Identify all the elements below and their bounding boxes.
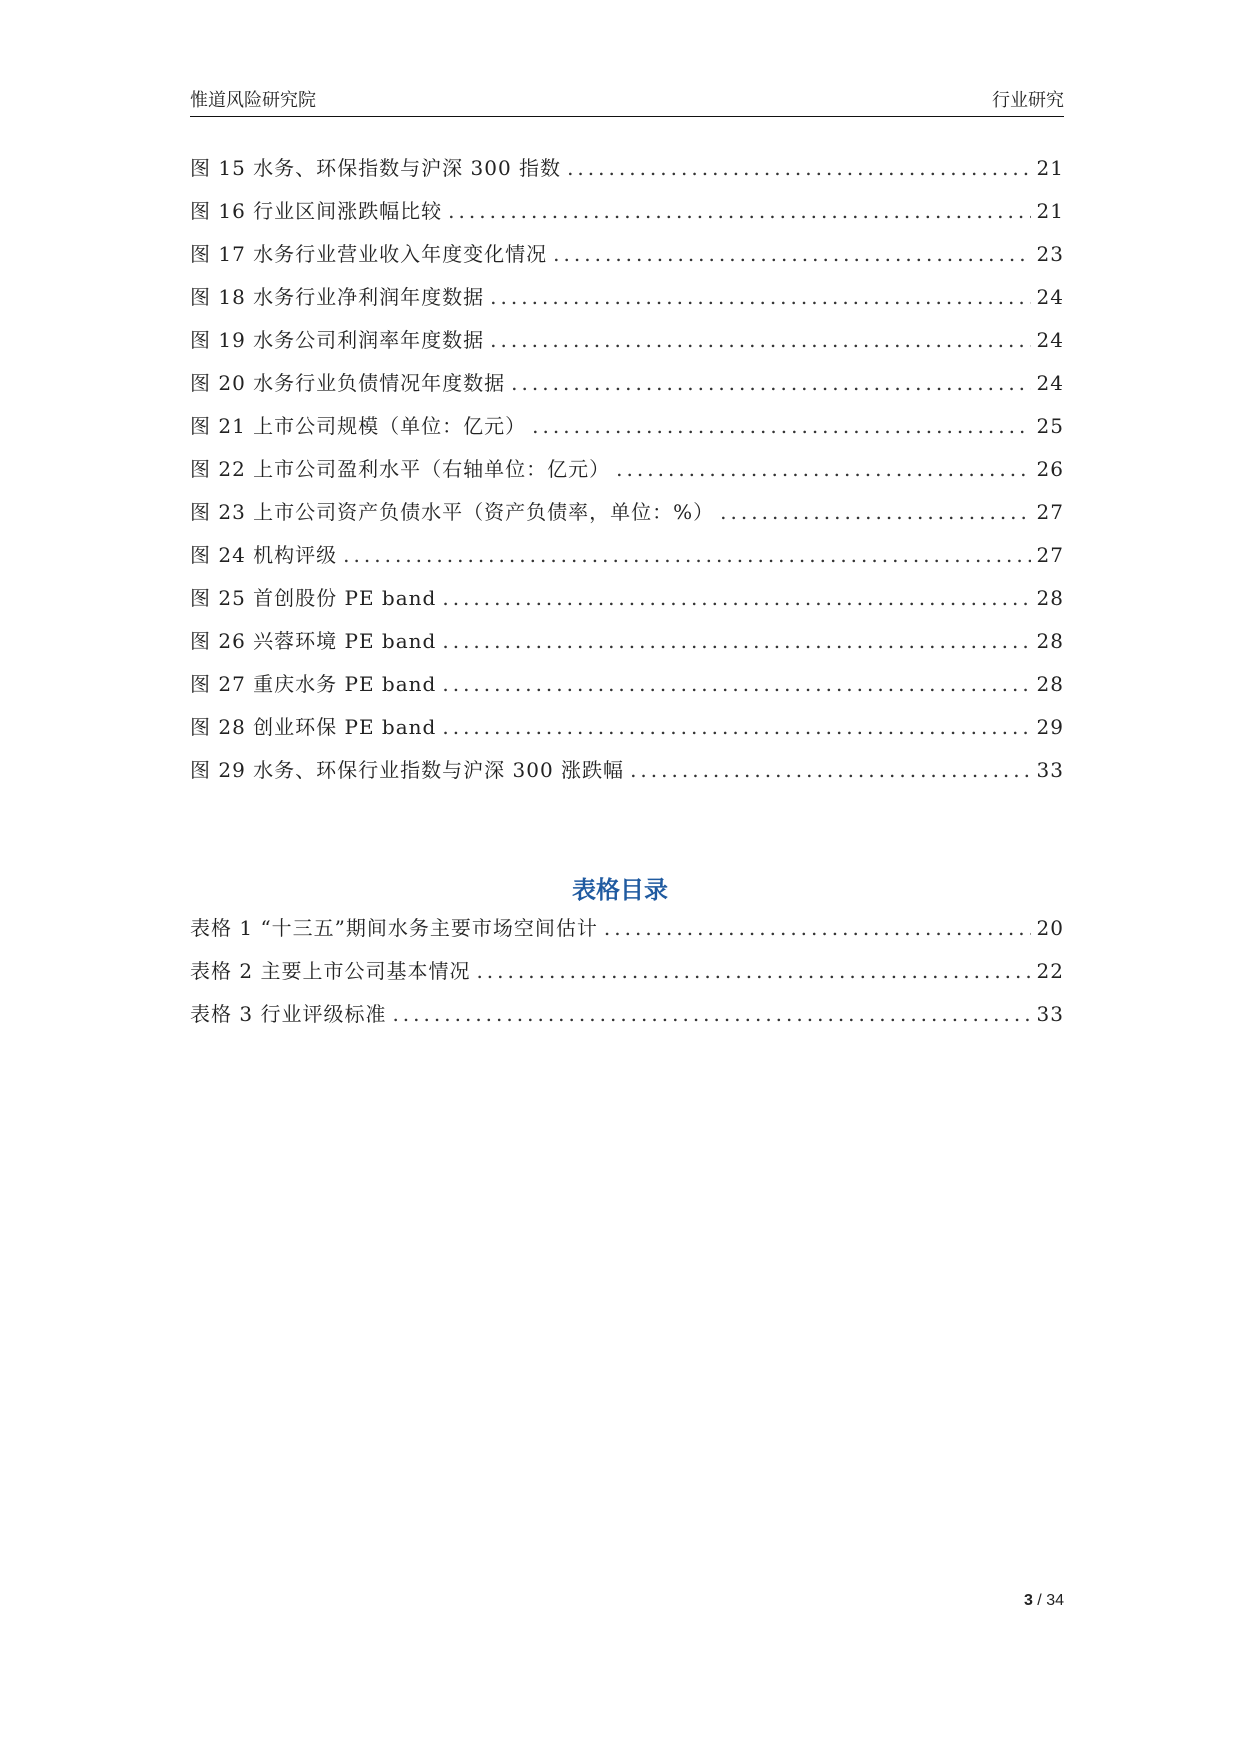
leader-dots [604, 916, 1031, 940]
toc-entry-label: 图 22 上市公司盈利水平（右轴单位：亿元） [190, 457, 611, 481]
toc-entry[interactable] [190, 195, 1064, 238]
toc-entry-label: 图 27 重庆水务 PE band [190, 672, 437, 696]
toc-entry[interactable] [190, 410, 1064, 453]
toc-entry-page: 27 [1036, 500, 1064, 524]
toc-entry-label: 图 19 水务公司利润率年度数据 [190, 328, 485, 352]
toc-entry-page: 24 [1036, 328, 1064, 352]
leader-dots [553, 242, 1030, 266]
toc-entry-label: 图 24 机构评级 [190, 543, 338, 567]
header-org: 惟道风险研究院 [190, 90, 316, 111]
toc-entry[interactable] [190, 711, 1064, 754]
toc-entry[interactable] [190, 324, 1064, 367]
leader-dots [490, 285, 1030, 309]
leader-dots [442, 715, 1030, 739]
leader-dots [511, 371, 1030, 395]
toc-entry[interactable] [190, 625, 1064, 668]
toc-entry[interactable] [190, 955, 1064, 998]
leader-dots [630, 758, 1030, 782]
toc-entry-label: 表格 2 主要上市公司基本情况 [190, 959, 471, 983]
toc-entry-label: 图 26 兴蓉环境 PE band [190, 629, 437, 653]
leader-dots [442, 629, 1030, 653]
page-separator: / [1032, 1592, 1047, 1609]
toc-entry-label: 图 29 水务、环保行业指数与沪深 300 涨跌幅 [190, 758, 625, 782]
toc-entry-page: 21 [1036, 199, 1064, 223]
leader-dots [343, 543, 1030, 567]
toc-entry[interactable] [190, 668, 1064, 711]
toc-entry-label: 表格 3 行业评级标准 [190, 1002, 387, 1026]
toc-entry-page: 27 [1036, 543, 1064, 567]
toc-entry-label: 图 23 上市公司资产负债水平（资产负债率，单位：%） [190, 500, 715, 524]
toc-entry[interactable] [190, 539, 1064, 582]
toc-entry-page: 23 [1036, 242, 1064, 266]
leader-dots [442, 672, 1030, 696]
toc-entry-label: 图 28 创业环保 PE band [190, 715, 437, 739]
toc-entry-page: 20 [1036, 916, 1064, 940]
toc-entry-page: 28 [1036, 629, 1064, 653]
leader-dots [720, 500, 1030, 524]
leader-dots [442, 586, 1030, 610]
toc-entry[interactable] [190, 367, 1064, 410]
page-number [1024, 1592, 1064, 1610]
leader-dots [490, 328, 1030, 352]
toc-entry-label: 图 25 首创股份 PE band [190, 586, 437, 610]
total-pages: 34 [1046, 1592, 1064, 1609]
toc-entry[interactable] [190, 912, 1064, 955]
leader-dots [567, 156, 1030, 180]
toc-entry-label: 图 16 行业区间涨跌幅比较 [190, 199, 443, 223]
figure-toc [190, 152, 1064, 797]
leader-dots [448, 199, 1030, 223]
toc-entry[interactable] [190, 998, 1064, 1041]
toc-entry-label: 图 20 水务行业负债情况年度数据 [190, 371, 506, 395]
toc-entry[interactable] [190, 496, 1064, 539]
leader-dots [392, 1002, 1030, 1026]
toc-entry[interactable] [190, 238, 1064, 281]
leader-dots [476, 959, 1030, 983]
toc-entry[interactable] [190, 453, 1064, 496]
toc-entry-label: 图 18 水务行业净利润年度数据 [190, 285, 485, 309]
table-toc [190, 912, 1064, 1041]
toc-entry[interactable] [190, 582, 1064, 625]
toc-entry-label: 图 17 水务行业营业收入年度变化情况 [190, 242, 548, 266]
toc-entry-label: 图 15 水务、环保指数与沪深 300 指数 [190, 156, 562, 180]
toc-entry-page: 29 [1036, 715, 1064, 739]
page-header [190, 88, 1064, 117]
leader-dots [532, 414, 1030, 438]
toc-entry-page: 33 [1036, 758, 1064, 782]
toc-entry-page: 26 [1036, 457, 1064, 481]
toc-entry-page: 28 [1036, 672, 1064, 696]
leader-dots [616, 457, 1030, 481]
toc-entry-page: 21 [1036, 156, 1064, 180]
toc-entry-page: 33 [1036, 1002, 1064, 1026]
toc-entry-page: 28 [1036, 586, 1064, 610]
current-page: 3 [1023, 1592, 1033, 1609]
header-category: 行业研究 [992, 90, 1064, 111]
toc-entry-label: 图 21 上市公司规模（单位：亿元） [190, 414, 527, 438]
toc-entry-page: 22 [1036, 959, 1064, 983]
tables-section-title: 表格目录 [572, 876, 668, 904]
toc-entry-page: 25 [1036, 414, 1064, 438]
toc-entry[interactable] [190, 754, 1064, 797]
toc-entry-label: 表格 1 “十三五”期间水务主要市场空间估计 [190, 916, 598, 940]
toc-entry[interactable] [190, 281, 1064, 324]
toc-entry-page: 24 [1036, 371, 1064, 395]
toc-entry-page: 24 [1036, 285, 1064, 309]
toc-entry[interactable] [190, 152, 1064, 195]
